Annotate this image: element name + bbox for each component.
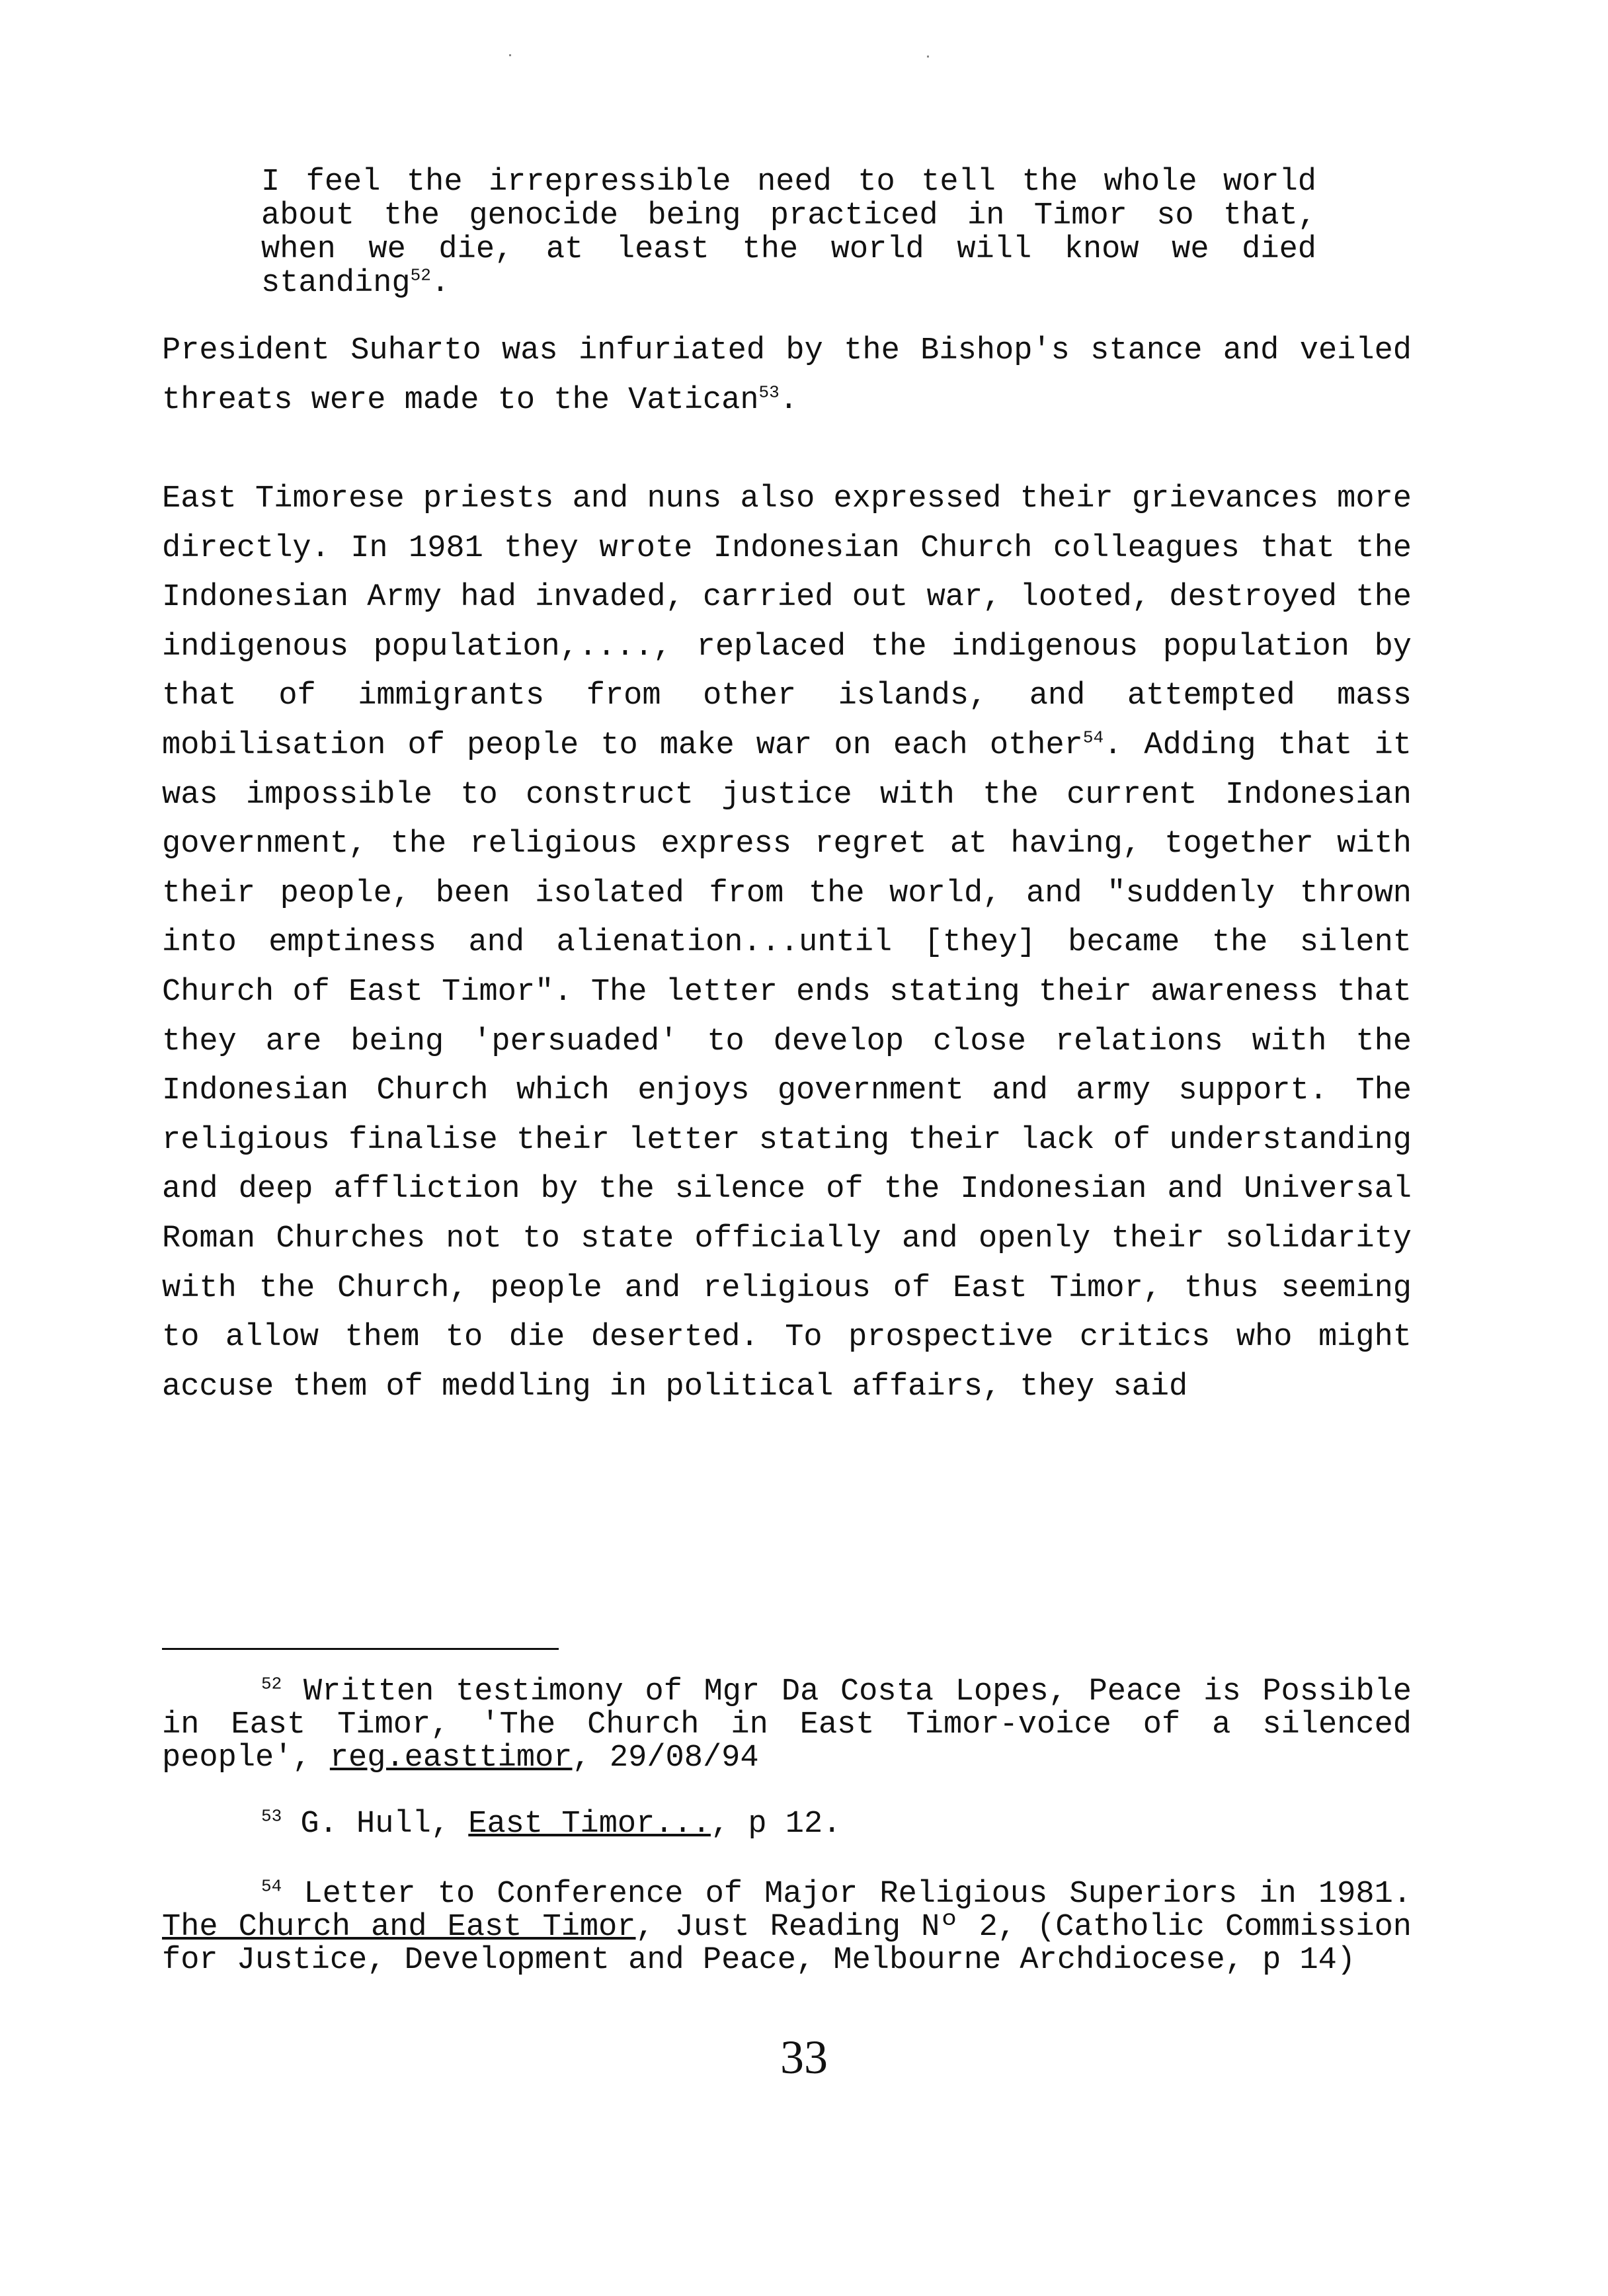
footnote-number: 53 (261, 1806, 282, 1826)
quote-text: I feel the irrepressible need to tell the whole world about the genocide being practiced in Timor so that, when we die, at least the world will know we died standing (261, 165, 1316, 301)
footnote-52 (162, 1676, 1412, 1775)
footnote-text: , p 12. (710, 1807, 842, 1842)
footnote-54 (162, 1878, 1412, 1977)
scan-speck (509, 54, 511, 56)
footnote-text: Letter to Conference of Major Religious Superiors in 1981. (282, 1877, 1412, 1912)
quote-tail: . (430, 266, 450, 301)
footnote-ref-54[interactable]: 54 (1082, 727, 1104, 748)
footnote-text: , 29/08/94 (572, 1741, 759, 1776)
paragraph-text: East Timorese priests and nuns also expressed their grievances more directly. In 1981 they wrote Indonesian Church colleagues that the Indonesian Army had invaded, carried out war, looted, destroyed the indigenous population,...., replaced the indigenous population by that of immigrants from other islands, and attempted mass mobilisation of people to make war on each other (162, 481, 1412, 763)
footnote-text: , Just Reading Nº 2, (Catholic Commission for Justice, Development and Peace, Melbourne Archdiocese, p 14) (162, 1910, 1412, 1978)
paragraph-text: President Suharto was infuriated by the Bishop's stance and veiled threats were made to the Vatican (162, 333, 1412, 418)
footnote-number: 52 (261, 1674, 282, 1694)
scan-speck (927, 56, 929, 58)
footnote-number: 54 (261, 1876, 282, 1897)
footnote-source-link[interactable]: reg.easttimor (329, 1741, 573, 1776)
footnote-source-link[interactable]: East Timor... (468, 1807, 711, 1842)
paragraph-suharto (162, 327, 1412, 425)
paragraph-text: . Adding that it was impossible to construct justice with the current Indonesian government, the religious express regret at having, together with their people, been isolated from the world, and "suddenly thrown into emptiness and alienation...until [they] became the silent Church of East Timor". The letter ends stating their awareness that they are being 'persuaded' to develop close relations with the Indonesian Church which enjoys government and army support. The religious finalise their letter stating their lack of understanding and deep affliction by the silence of the Indonesian and Universal Roman Churches not to state officially and openly their solidarity with the Church, people and religious of East Timor, thus seeming to allow them to die deserted. To prospective critics who might accuse them of meddling in political affairs, they said (162, 727, 1412, 1405)
footnote-ref-53[interactable]: 53 (758, 382, 780, 402)
footnote-text: Written testimony of Mgr Da Costa Lopes, Peace is Possible in East Timor, 'The Church in East Timor-voice of a silenced people', (162, 1674, 1412, 1776)
footnote-text: G. Hull, (282, 1807, 469, 1842)
block-quote (261, 165, 1316, 300)
footnote-ref-52[interactable]: 52 (410, 265, 431, 286)
footnote-separator (162, 1648, 559, 1650)
page-number: 33 (780, 2031, 828, 2084)
footnote-53 (162, 1808, 1412, 1841)
paragraph-tail: . (779, 382, 798, 418)
paragraph-priests-nuns (162, 475, 1412, 1412)
footnote-source-link[interactable]: The Church and East Timor (162, 1910, 636, 1945)
